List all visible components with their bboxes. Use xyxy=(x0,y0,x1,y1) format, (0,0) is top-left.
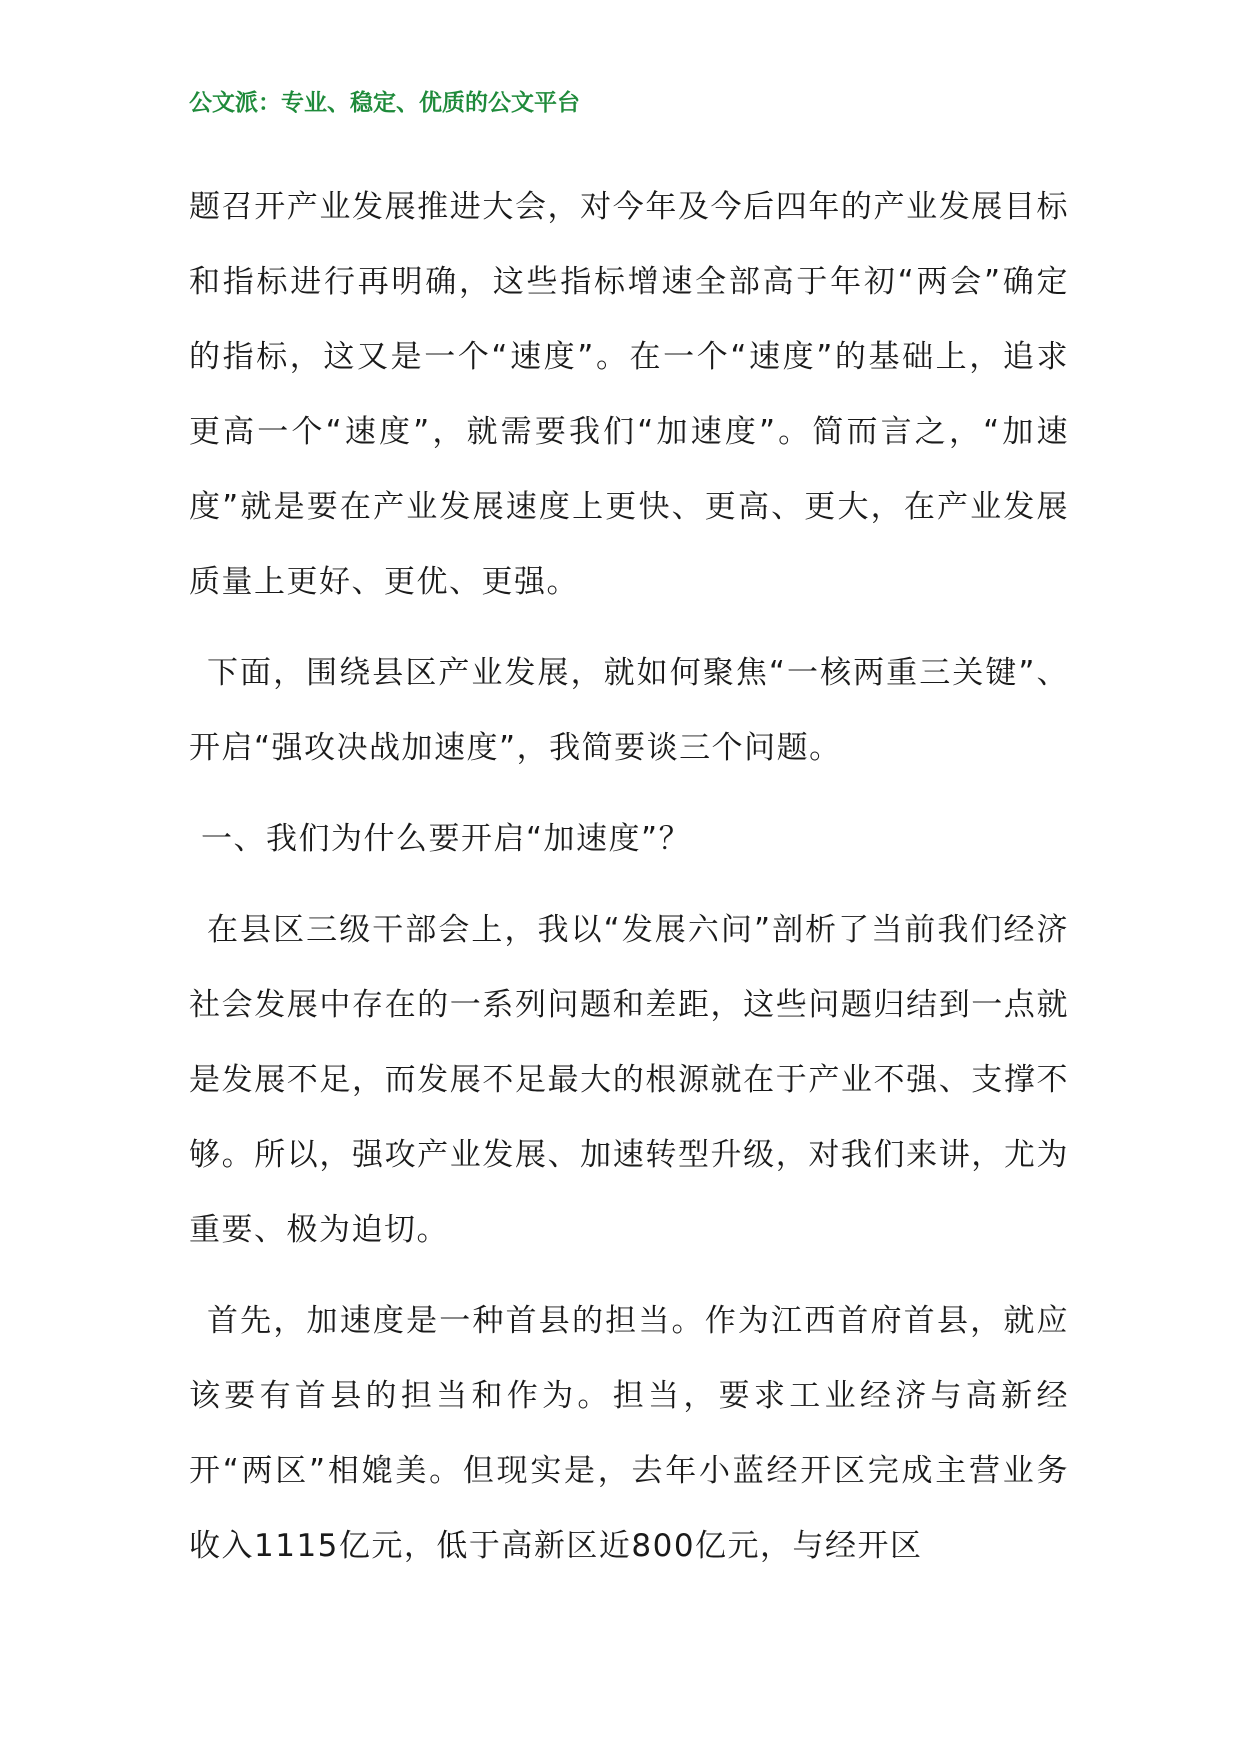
paragraph: 题召开产业发展推进大会，对今年及今后四年的产业发展目标和指标进行再明确，这些指标增速全部高于年初“两会”确定的指标，这又是一个“速度”。在一个“速度”的基础上，追求更高一个“速度”，就需要我们“加速度”。简而言之，“加速度”就是要在产业发展速度上更快、更高、更大，在产业发展质量上更好、更优、更强。 xyxy=(189,189,1069,600)
section-heading: 一、我们为什么要开启“加速度”？ xyxy=(201,821,692,857)
paragraph: 下面，围绕县区产业发展，就如何聚焦“一核两重三关键”、开启“强攻决战加速度”，我简要谈三个问题。 xyxy=(189,655,1069,766)
paragraph: 在县区三级干部会上，我以“发展六问”剖析了当前我们经济社会发展中存在的一系列问题和差距，这些问题归结到一点就是发展不足，而发展不足最大的根源就在于产业不强、支撑不够。所以，强攻产业发展、加速转型升级，对我们来讲，尤为重要、极为迫切。 xyxy=(189,912,1069,1248)
page-header: 公文派：专业、稳定、优质的公文平台 xyxy=(189,89,580,116)
document-body xyxy=(189,170,1069,1584)
paragraph: 首先，加速度是一种首县的担当。作为江西首府首县，就应该要有首县的担当和作为。担当，要求工业经济与高新经开“两区”相媲美。但现实是，去年小蓝经开区完成主营业务收入1115亿元，低于高新区近800亿元，与经开区 xyxy=(189,1303,1069,1564)
